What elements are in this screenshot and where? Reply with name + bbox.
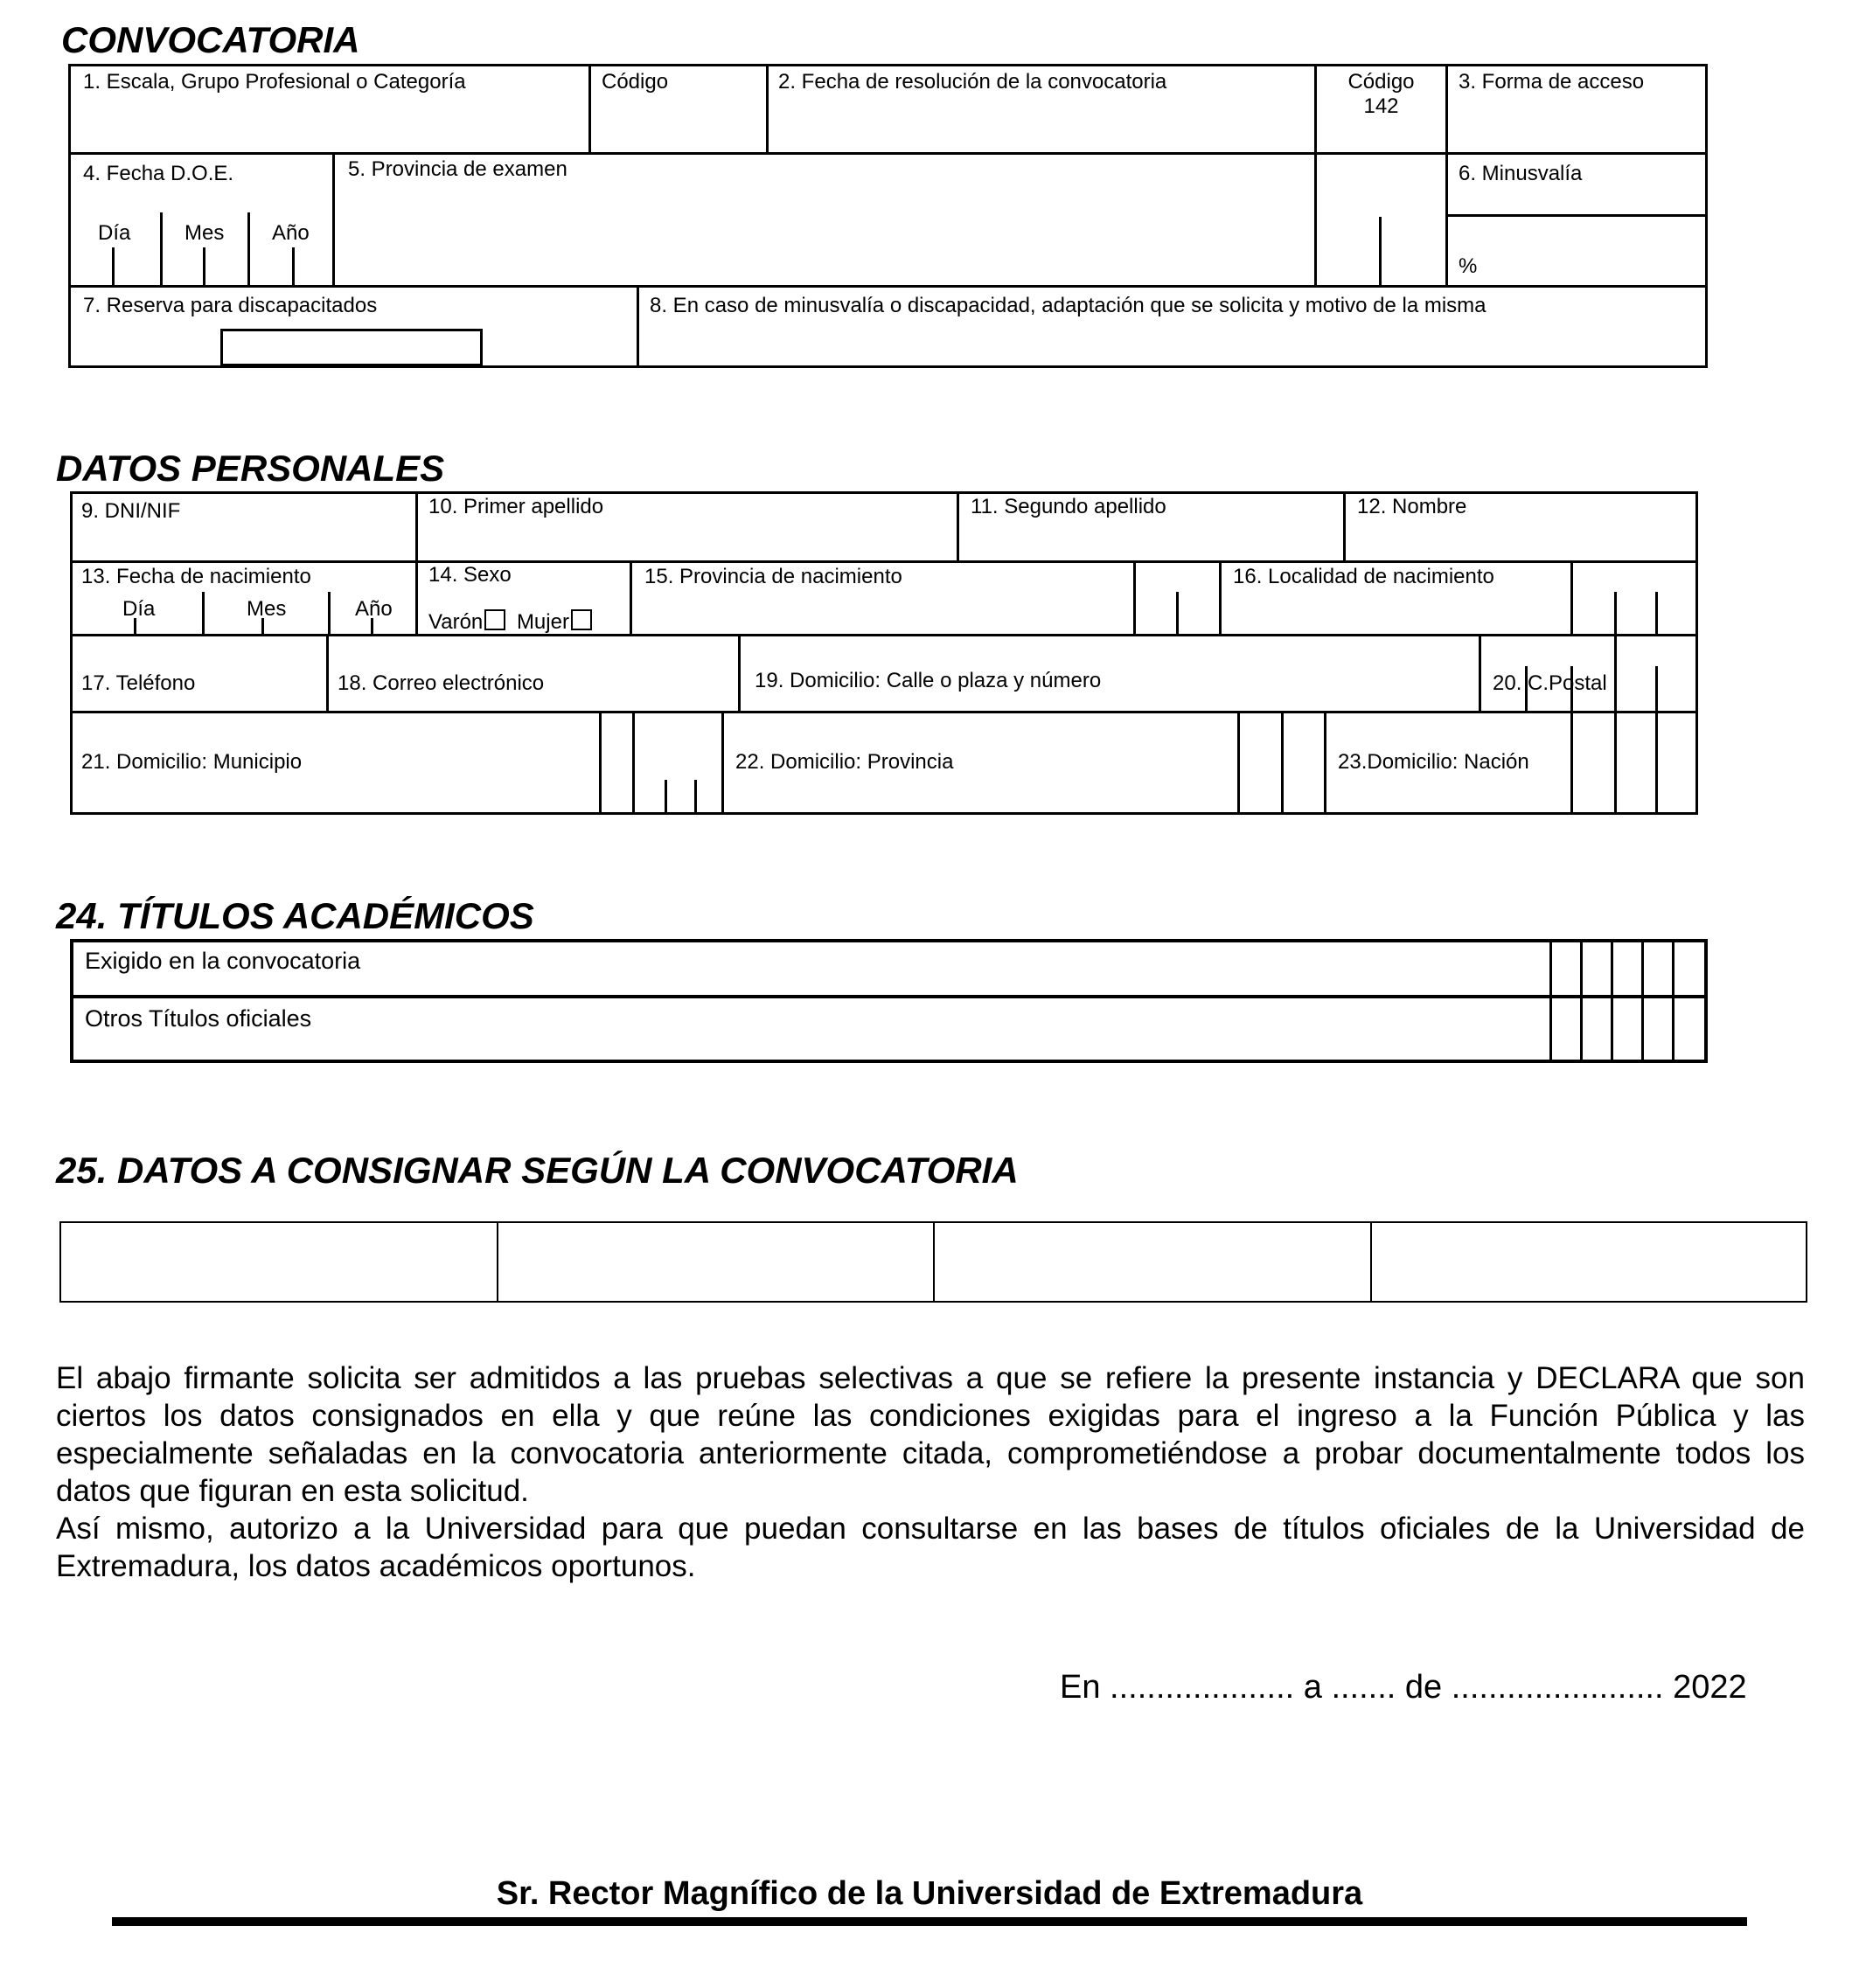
sexo-options	[428, 609, 592, 636]
datos-consignar-title: 25. DATOS A CONSIGNAR SEGÚN LA CONVOCATORIA	[56, 1150, 1019, 1191]
destinatario: Sr. Rector Magnífico de la Universidad de Extremadura	[496, 1875, 1363, 1912]
fecha-lugar-line: En .................... a ....... de ....................... 2022	[1060, 1669, 1747, 1706]
field-4-label: 4. Fecha D.O.E.	[83, 162, 234, 185]
datos-personales-title: DATOS PERSONALES	[56, 448, 445, 489]
nac-mes-label: Mes	[247, 597, 287, 621]
field-23-label: 23.Domicilio: Nación	[1338, 750, 1529, 774]
doe-dia-label: Día	[98, 221, 131, 245]
declaracion-paragraph-2: Así mismo, autorizo a la Universidad para que puedan consultarse en las bases de títulos oficiales de la Universidad de Extremadura, los datos académicos oportunos.	[56, 1512, 1805, 1583]
percent-label: %	[1459, 254, 1478, 278]
mujer-checkbox[interactable]	[571, 609, 592, 630]
field-11-label: 11. Segundo apellido	[971, 495, 1166, 518]
field-16-label: 16. Localidad de nacimiento	[1233, 565, 1494, 588]
field-20-label: 20. C.Postal	[1493, 671, 1607, 695]
datos-personales-table	[70, 491, 1698, 815]
field-5-label: 5. Provincia de examen	[348, 157, 567, 181]
convocatoria-table	[68, 64, 1708, 368]
field-2-label: 2. Fecha de resolución de la convocatoria	[778, 70, 1167, 94]
bottom-rule	[112, 1917, 1747, 1926]
field-19-label: 19. Domicilio: Calle o plaza y número	[755, 669, 1102, 692]
field-14-label: 14. Sexo	[428, 563, 512, 587]
field-12-label: 12. Nombre	[1357, 495, 1467, 518]
mujer-label: Mujer	[516, 610, 569, 634]
field-21-label: 21. Domicilio: Municipio	[81, 750, 303, 774]
datos-consignar-cell-4[interactable]	[1372, 1223, 1806, 1301]
field-17-label: 17. Teléfono	[81, 671, 196, 695]
varon-label: Varón	[428, 610, 484, 634]
titulo-exigido-label: Exigido en la convocatoria	[85, 948, 361, 974]
field-13-label: 13. Fecha de nacimiento	[81, 565, 311, 588]
field-10-label: 10. Primer apellido	[428, 495, 604, 518]
field-1-label: 1. Escala, Grupo Profesional o Categoría	[83, 70, 466, 94]
field-15-label: 15. Provincia de nacimiento	[644, 565, 902, 588]
field-8-label: 8. En caso de minusvalía o discapacidad, adaptación que se solicita y motivo de la misma	[650, 294, 1487, 317]
doe-anio-label: Año	[272, 221, 310, 245]
datos-consignar-cell-2[interactable]	[498, 1223, 933, 1301]
field-3-label: 3. Forma de acceso	[1459, 70, 1645, 94]
nac-dia-label: Día	[122, 597, 156, 621]
declaracion-paragraph-1: El abajo firmante solicita ser admitidos a las pruebas selectivas a que se refiere la presente instancia y DECLARA que son ciertos los datos consignados en ella y que reúne las condiciones exigidas para el ingreso a la Función Pública y las especialmente señaladas en la convocatoria anteriormente citada, comprometiéndose a probar documentalmente todos los datos que figuran en esta solicitud.	[56, 1361, 1805, 1508]
nac-anio-label: Año	[355, 597, 393, 621]
varon-checkbox[interactable]	[484, 609, 505, 630]
titulo-otros-label: Otros Títulos oficiales	[85, 1005, 312, 1032]
field-7-label: 7. Reserva para discapacitados	[83, 294, 378, 317]
datos-consignar-cell-3[interactable]	[935, 1223, 1370, 1301]
field-22-label: 22. Domicilio: Provincia	[735, 750, 954, 774]
titulos-table	[70, 939, 1708, 1063]
convocatoria-title: CONVOCATORIA	[61, 19, 360, 60]
codigo-1-label: Código	[602, 70, 669, 94]
reserva-box[interactable]	[220, 329, 483, 366]
field-9-label: 9. DNI/NIF	[81, 499, 181, 523]
field-6-label: 6. Minusvalía	[1459, 162, 1583, 185]
datos-consignar-cell-1[interactable]	[61, 1223, 497, 1301]
field-18-label: 18. Correo electrónico	[338, 671, 545, 695]
codigo-2-label: Código	[1347, 70, 1415, 94]
datos-consignar-table	[59, 1221, 1807, 1303]
codigo-2-value: 142	[1363, 94, 1399, 118]
titulos-title: 24. TÍTULOS ACADÉMICOS	[56, 895, 534, 936]
doe-mes-label: Mes	[185, 221, 225, 245]
